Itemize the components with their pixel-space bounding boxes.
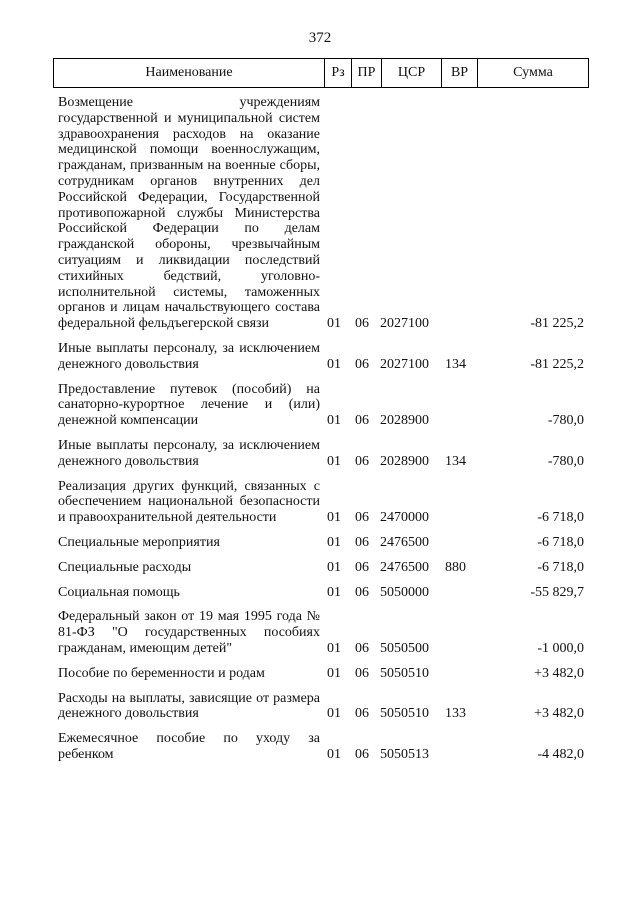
header-vr: ВР bbox=[441, 59, 477, 87]
row-name: Специальные мероприятия bbox=[58, 534, 220, 550]
row-csr: 2476500 bbox=[380, 559, 429, 575]
row-name: Возмещение учреждениям государственной и муниципальной систем здравоохранения расходов на оказание медицинской помощи военнослужащим, гражданам, призванным на военные сборы, сотрудникам органов внутренних дел Российской Федерации, Государственной противопожарной службы Министерства Российской Федерации по делам гражданской обороны, чрезвычайным ситуациям и ликвидации последствий стихийных бедствий, уголовно-исполнительной системы, таможенных органов и лицам начальствующего состава федеральной фельдъегерской связи bbox=[58, 95, 320, 332]
row-pr: 06 bbox=[355, 316, 369, 332]
header-rz: Рз bbox=[324, 59, 351, 87]
row-sum: -6 718,0 bbox=[537, 559, 584, 575]
row-pr: 06 bbox=[355, 510, 369, 526]
row-sum: +3 482,0 bbox=[534, 706, 584, 722]
row-sum: -6 718,0 bbox=[537, 534, 584, 550]
row-vr: 880 bbox=[445, 559, 466, 575]
row-pr: 06 bbox=[355, 746, 369, 762]
row-name: Пособие по беременности и родам bbox=[58, 665, 265, 681]
row-sum: -780,0 bbox=[547, 413, 584, 429]
row-pr: 06 bbox=[355, 413, 369, 429]
row-csr: 5050500 bbox=[380, 640, 429, 656]
page-number: 372 bbox=[308, 30, 332, 46]
row-sum: +3 482,0 bbox=[534, 665, 584, 681]
row-name: Социальная помощь bbox=[58, 584, 180, 600]
row-pr: 06 bbox=[355, 534, 369, 550]
row-csr: 5050510 bbox=[380, 665, 429, 681]
header-csr: ЦСР bbox=[381, 59, 441, 87]
row-csr: 2476500 bbox=[380, 534, 429, 550]
row-csr: 2028900 bbox=[380, 453, 429, 469]
row-rz: 01 bbox=[327, 316, 341, 332]
row-name: Предоставление путевок (пособий) на санаторно-курортное лечение и (или) денежной компенсации bbox=[58, 381, 320, 429]
table-row bbox=[53, 90, 589, 336]
row-csr: 5050000 bbox=[380, 584, 429, 600]
row-rz: 01 bbox=[327, 534, 341, 550]
table-row bbox=[53, 433, 589, 474]
row-pr: 06 bbox=[355, 640, 369, 656]
header-sum: Сумма bbox=[477, 59, 588, 87]
row-name: Федеральный закон от 19 мая 1995 года № 81-ФЗ "О государственных пособиях гражданам, имеющим детей" bbox=[58, 609, 320, 656]
row-sum: -780,0 bbox=[547, 453, 584, 469]
row-pr: 06 bbox=[355, 665, 369, 681]
row-rz: 01 bbox=[327, 356, 341, 372]
row-rz: 01 bbox=[327, 665, 341, 681]
row-vr: 133 bbox=[445, 706, 466, 722]
row-vr: 134 bbox=[445, 453, 466, 469]
row-rz: 01 bbox=[327, 413, 341, 429]
row-pr: 06 bbox=[355, 453, 369, 469]
row-csr: 5050510 bbox=[380, 706, 429, 722]
table-header bbox=[53, 58, 589, 88]
row-rz: 01 bbox=[327, 706, 341, 722]
row-rz: 01 bbox=[327, 640, 341, 656]
table-row bbox=[53, 726, 589, 767]
row-sum: -6 718,0 bbox=[537, 510, 584, 526]
row-name: Расходы на выплаты, зависящие от размера денежного довольствия bbox=[58, 690, 320, 722]
row-pr: 06 bbox=[355, 584, 369, 600]
header-pr: ПР bbox=[351, 59, 381, 87]
row-pr: 06 bbox=[355, 559, 369, 575]
row-rz: 01 bbox=[327, 584, 341, 600]
row-name: Иные выплаты персоналу, за исключением денежного довольствия bbox=[58, 340, 320, 372]
table-row bbox=[53, 530, 589, 555]
row-rz: 01 bbox=[327, 559, 341, 575]
table-row bbox=[53, 555, 589, 580]
row-sum: -55 829,7 bbox=[530, 584, 584, 600]
row-csr: 2027100 bbox=[380, 356, 429, 372]
row-name: Специальные расходы bbox=[58, 559, 192, 575]
table-row bbox=[53, 377, 589, 433]
row-rz: 01 bbox=[327, 453, 341, 469]
table-row bbox=[53, 580, 589, 605]
row-csr: 5050513 bbox=[380, 746, 429, 762]
row-rz: 01 bbox=[327, 746, 341, 762]
table-row bbox=[53, 661, 589, 686]
table-row bbox=[53, 336, 589, 377]
row-sum: -81 225,2 bbox=[530, 356, 584, 372]
table-row bbox=[53, 604, 589, 660]
row-sum: -81 225,2 bbox=[530, 316, 584, 332]
row-name: Ежемесячное пособие по уходу за ребенком bbox=[58, 731, 320, 762]
table-body bbox=[53, 90, 589, 767]
table-row bbox=[53, 474, 589, 530]
row-sum: -4 482,0 bbox=[537, 746, 584, 762]
row-sum: -1 000,0 bbox=[537, 640, 584, 656]
row-pr: 06 bbox=[355, 706, 369, 722]
row-pr: 06 bbox=[355, 356, 369, 372]
row-csr: 2470000 bbox=[380, 510, 429, 526]
row-csr: 2027100 bbox=[380, 316, 429, 332]
table-row bbox=[53, 686, 589, 727]
row-rz: 01 bbox=[327, 510, 341, 526]
row-vr: 134 bbox=[445, 356, 466, 372]
header-name: Наименование bbox=[145, 65, 233, 80]
row-csr: 2028900 bbox=[380, 413, 429, 429]
row-name: Реализация других функций, связанных с обеспечением национальной безопасности и правоохранительной деятельности bbox=[58, 478, 320, 526]
row-name: Иные выплаты персоналу, за исключением денежного довольствия bbox=[58, 437, 320, 469]
